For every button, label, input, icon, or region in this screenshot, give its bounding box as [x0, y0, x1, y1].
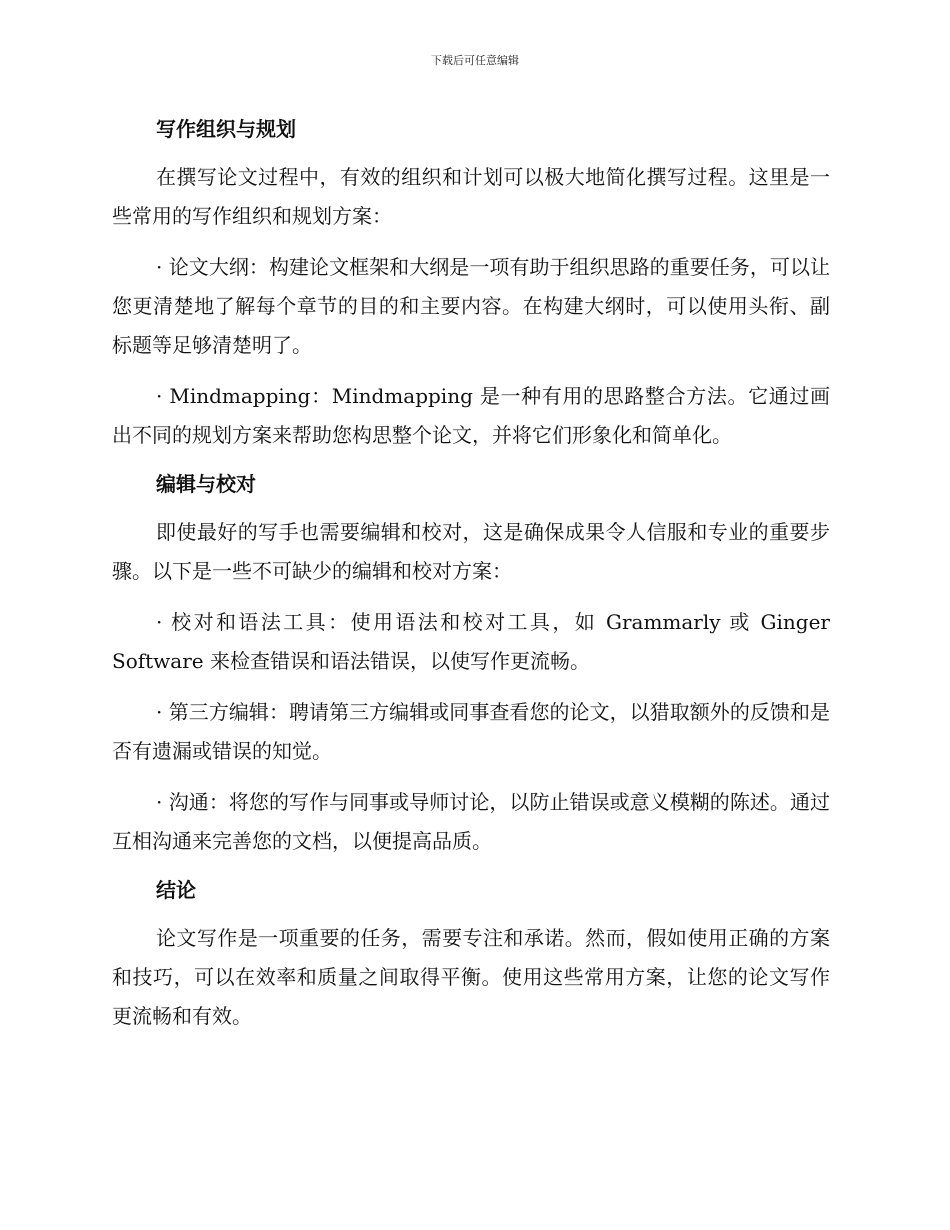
section-intro-editing: 即使最好的写手也需要编辑和校对，这是确保成果令人信服和专业的重要步骤。以下是一些不可缺少的编辑和校对方案：	[112, 520, 830, 583]
page-header: 下载后可任意编辑	[431, 54, 519, 67]
bullet-communication: · 沟通：将您的写作与同事或导师讨论，以防止错误或意义模糊的陈述。通过互相沟通来完善您的文档，以便提高品质。	[112, 790, 830, 853]
section-heading-conclusion: 结论	[156, 878, 196, 902]
conclusion-paragraph: 论文写作是一项重要的任务，需要专注和承诺。然而，假如使用正确的方案和技巧，可以在效率和质量之间取得平衡。使用这些常用方案，让您的论文写作更流畅和有效。	[112, 926, 830, 1028]
section-intro-organization: 在撰写论文过程中，有效的组织和计划可以极大地简化撰写过程。这里是一些常用的写作组织和规划方案：	[112, 165, 830, 228]
document-body	[112, 112, 830, 1036]
bullet-mindmapping: · Mindmapping：Mindmapping 是一种有用的思路整合方法。它通过画出不同的规划方案来帮助您构思整个论文，并将它们形象化和简单化。	[112, 384, 830, 447]
bullet-outline: · 论文大纲：构建论文框架和大纲是一项有助于组织思路的重要任务，可以让您更清楚地了解每个章节的目的和主要内容。在构建大纲时，可以使用头衔、副标题等足够清楚明了。	[112, 255, 830, 357]
section-heading-organization: 写作组织与规划	[156, 117, 296, 141]
section-heading-editing: 编辑与校对	[156, 472, 256, 496]
bullet-third-party-editor: · 第三方编辑：聘请第三方编辑或同事查看您的论文，以猎取额外的反馈和是否有遗漏或错误的知觉。	[112, 700, 830, 763]
bullet-grammar-tools: · 校对和语法工具：使用语法和校对工具，如 Grammarly 或 Ginger Software 来检查错误和语法错误，以使写作更流畅。	[112, 610, 830, 673]
